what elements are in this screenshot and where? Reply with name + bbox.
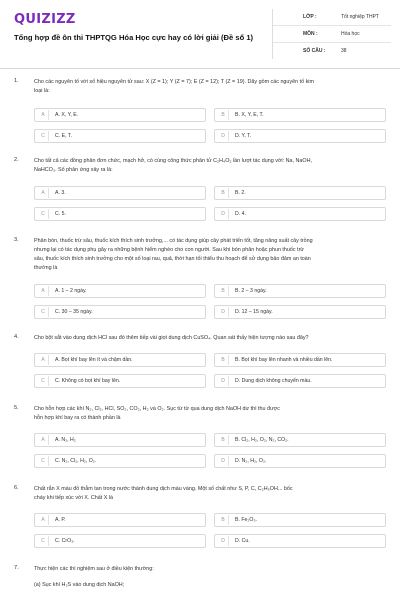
option-c[interactable]	[34, 534, 206, 548]
option-letter: B	[218, 286, 229, 296]
option-b[interactable]	[214, 353, 386, 367]
option-letter: A	[38, 515, 49, 525]
option-text: C. Không có bọt khí bay lên.	[55, 378, 121, 384]
question-number: 2.	[14, 157, 19, 163]
option-a[interactable]	[34, 433, 206, 447]
option-letter: C	[38, 456, 49, 466]
option-text: C. 5.	[55, 211, 66, 217]
meta-table	[272, 9, 391, 59]
meta-label: MÔN :	[303, 31, 318, 37]
option-text: C. 30 – 35 ngày.	[55, 309, 93, 315]
question-number: 6.	[14, 485, 19, 491]
quizizz-logo: QUIZIZZ	[14, 12, 76, 27]
meta-row-class	[273, 9, 391, 26]
option-letter: A	[38, 435, 49, 445]
question-number: 1.	[14, 78, 19, 84]
option-letter: D	[218, 536, 229, 546]
question-text	[34, 565, 374, 574]
question-text	[34, 485, 374, 503]
option-b[interactable]	[214, 186, 386, 200]
option-c[interactable]	[34, 454, 206, 468]
question-line: thường là	[34, 265, 58, 271]
option-letter: B	[218, 515, 229, 525]
option-b[interactable]	[214, 433, 386, 447]
option-letter: A	[38, 355, 49, 365]
question-line: NaHCO₃. Số phản ứng xảy ra là:	[34, 167, 113, 173]
question-line: nhưng lại có tác dụng phụ gây ra những bệnh hiểm nghèo cho con người. Sau khi bón phân hoặc phun thuốc trừ	[34, 247, 305, 253]
meta-row-count	[273, 43, 391, 59]
option-text: A. Bọt khí bay lên ít và chậm dần.	[55, 357, 133, 363]
document-title: Tổng hợp đề ôn thi THPTQG Hóa Học cực hay có lời giải (Đề số 1)	[14, 33, 254, 42]
option-text: A. N₂, H₂	[55, 437, 76, 443]
option-text: C. CrO₃.	[55, 538, 75, 544]
option-a[interactable]	[34, 186, 206, 200]
option-c[interactable]	[34, 374, 206, 388]
option-text: B. 2 – 3 ngày.	[235, 288, 267, 294]
option-a[interactable]	[34, 353, 206, 367]
option-letter: C	[38, 376, 49, 386]
option-text: D. Cu.	[235, 538, 250, 544]
option-letter: A	[38, 188, 49, 198]
question-text	[34, 405, 374, 423]
option-text: B. Fe₂O₃.	[235, 517, 257, 523]
option-letter: B	[218, 435, 229, 445]
meta-label: SỐ CÂU :	[303, 48, 326, 54]
option-text: C. E, T.	[55, 133, 72, 139]
option-letter: C	[38, 536, 49, 546]
header-divider	[0, 68, 400, 69]
option-letter: C	[38, 131, 49, 141]
option-b[interactable]	[214, 513, 386, 527]
question-subitem: (a) Sục khí H₂S vào dung dịch NaOH;	[34, 582, 125, 588]
question-number: 5.	[14, 405, 19, 411]
option-text: A. 3.	[55, 190, 66, 196]
question-line: Phân bón, thuốc trừ sâu, thuốc kích thích sinh trưởng,... có tác dụng giúp cây phát triển tốt, tăng năng suất cây trồng	[34, 238, 313, 244]
question-line: Cho hỗn hợp các khí N₂, Cl₂, HCl, SO₂, CO₂, H₂ và O₂. Sục từ từ qua dung dịch NaOH dư thì thu được	[34, 406, 280, 412]
question-line: Cho các nguyên tố với số hiệu nguyên tử sau: X (Z = 1); Y (Z = 7); E (Z = 12); T (Z = 19). Dãy gồm các nguyên tố kim	[34, 79, 314, 85]
option-d[interactable]	[214, 374, 386, 388]
option-d[interactable]	[214, 454, 386, 468]
option-text: A. X, Y, E.	[55, 112, 79, 118]
option-text: D. 12 – 15 ngày.	[235, 309, 273, 315]
question-text	[34, 157, 374, 175]
option-c[interactable]	[34, 305, 206, 319]
option-text: D. Dung dịch không chuyển màu.	[235, 378, 312, 384]
option-letter: C	[38, 307, 49, 317]
option-d[interactable]	[214, 129, 386, 143]
option-text: B. X, Y, E, T.	[235, 112, 264, 118]
question-line: Cho bột sắt vào dung dịch HCl sau đó thêm tiếp vài giọt dung dịch CuSO₄. Quan sát thấy hiện tượng nào sau đây?	[34, 335, 309, 341]
question-line: hỗn hợp khí bay ra có thành phần là	[34, 415, 121, 421]
page-header	[0, 0, 400, 68]
question-line: sâu, thuốc kích thích sinh trưởng cho một số loại rau, quả, thời hạn tối thiểu thu hoạch để sử dụng bảo đảm an toàn	[34, 256, 311, 262]
option-d[interactable]	[214, 305, 386, 319]
option-letter: D	[218, 307, 229, 317]
option-d[interactable]	[214, 534, 386, 548]
option-b[interactable]	[214, 284, 386, 298]
question-line: loại là:	[34, 88, 50, 94]
option-letter: D	[218, 209, 229, 219]
option-letter: A	[38, 110, 49, 120]
option-d[interactable]	[214, 207, 386, 221]
option-a[interactable]	[34, 513, 206, 527]
option-c[interactable]	[34, 129, 206, 143]
question-line: Chất rắn X màu đỏ thẫm tan trong nước thành dung dịch màu vàng. Một số chất như S, P, C, C₂H₅OH... bốc	[34, 486, 293, 492]
option-letter: D	[218, 131, 229, 141]
meta-value: 38	[341, 48, 347, 54]
option-letter: D	[218, 456, 229, 466]
option-text: D. N₂, H₂, O₂.	[235, 458, 267, 464]
option-text: C. N₂, Cl₂, H₂, O₂.	[55, 458, 97, 464]
option-letter: A	[38, 286, 49, 296]
option-b[interactable]	[214, 108, 386, 122]
option-text: A. 1 – 2 ngày.	[55, 288, 87, 294]
option-a[interactable]	[34, 284, 206, 298]
option-text: B. Bọt khí bay lên nhanh và nhiều dần lên.	[235, 357, 333, 363]
question-line: Cho tất cả các đồng phân đơn chức, mạch hở, có cùng công thức phân tử C₂H₄O₂ lần lượt tác dụng với: Na, NaOH,	[34, 158, 312, 164]
option-letter: B	[218, 188, 229, 198]
meta-value: Tốt nghiệp THPT	[341, 14, 379, 20]
meta-row-subject	[273, 26, 391, 43]
question-text	[34, 334, 374, 343]
meta-label: LỚP :	[303, 14, 317, 20]
option-text: B. 2.	[235, 190, 246, 196]
option-text: D. Y, T.	[235, 133, 252, 139]
question-number: 3.	[14, 237, 19, 243]
question-number: 7.	[14, 565, 19, 571]
question-line: Thực hiện các thí nghiệm sau ở điều kiện thường:	[34, 566, 154, 572]
option-text: A. P.	[55, 517, 66, 523]
option-text: D. 4.	[235, 211, 246, 217]
option-letter: D	[218, 376, 229, 386]
meta-value: Hóa học	[341, 31, 360, 37]
option-letter: C	[38, 209, 49, 219]
option-text: B. Cl₂, H₂, O₂, N₂, CO₂.	[235, 437, 289, 443]
option-letter: B	[218, 355, 229, 365]
question-text	[34, 237, 374, 273]
question-line: cháy khi tiếp xúc với X. Chất X là	[34, 495, 114, 501]
option-c[interactable]	[34, 207, 206, 221]
question-number: 4.	[14, 334, 19, 340]
option-a[interactable]	[34, 108, 206, 122]
question-text	[34, 78, 374, 96]
option-letter: B	[218, 110, 229, 120]
